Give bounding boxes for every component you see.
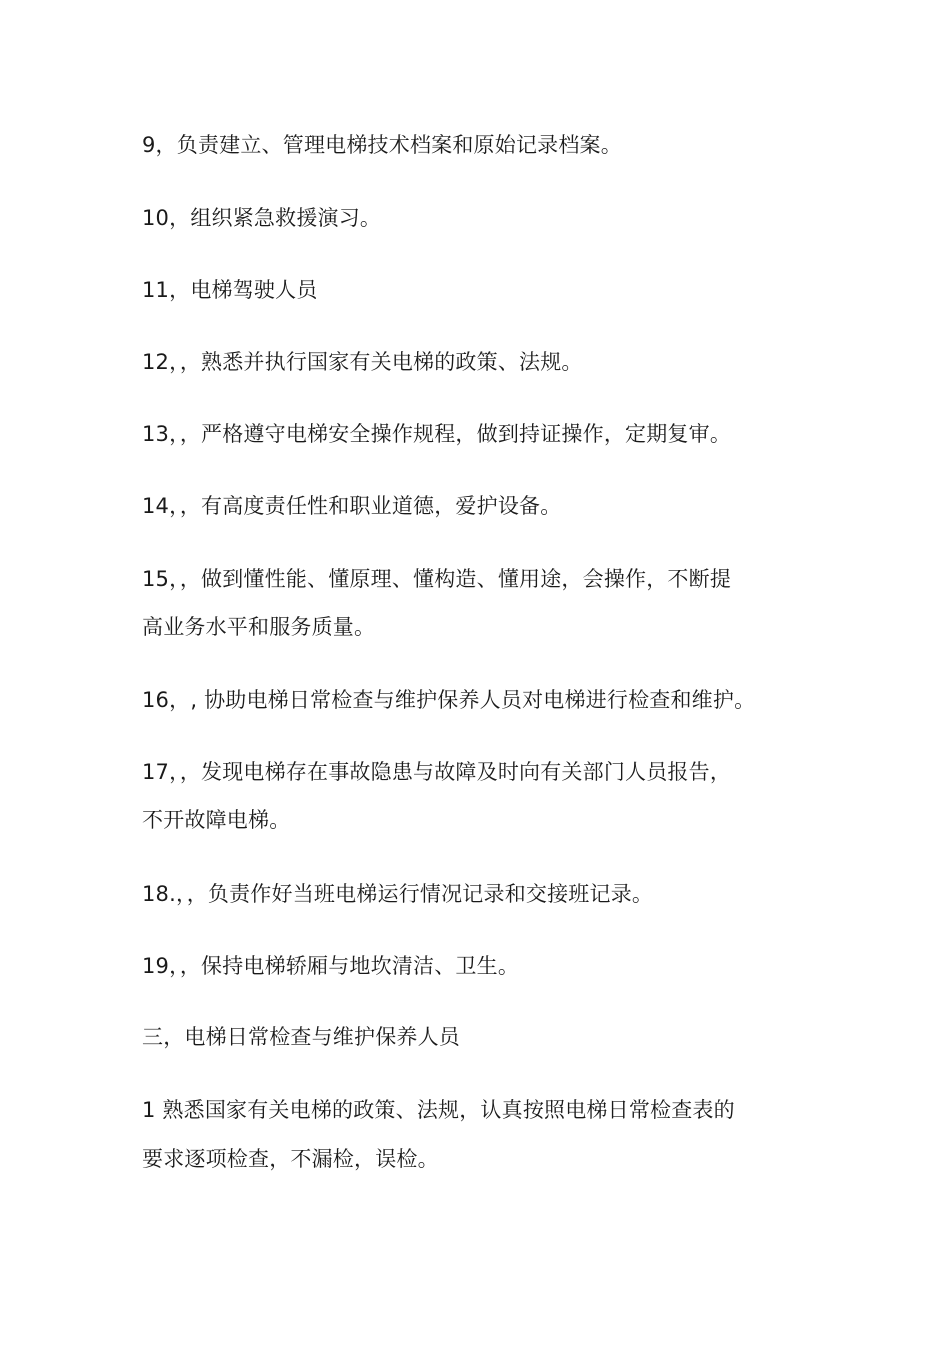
paragraph-line: 10，组织紧急救援演习。 (142, 206, 382, 230)
paragraph-line: 要求逐项检查，不漏检，误检。 (142, 1147, 439, 1171)
paragraph-line: 不开故障电梯。 (142, 808, 291, 832)
paragraph-line: 11，电梯驾驶人员 (142, 278, 318, 302)
paragraph-line: 13，，严格遵守电梯安全操作规程，做到持证操作，定期复审。 (142, 422, 732, 446)
paragraph-line: 16，, 协助电梯日常检查与维护保养人员对电梯进行检查和维护。 (142, 688, 756, 712)
paragraph-line: 9，负责建立、管理电梯技术档案和原始记录档案。 (142, 133, 622, 157)
paragraph-line: 17，，发现电梯存在事故隐患与故障及时向有关部门人员报告， (142, 760, 732, 784)
paragraph-line: 15，，做到懂性能、懂原理、懂构造、懂用途，会操作，不断提 (142, 567, 732, 591)
paragraph-line: 12，，熟悉并执行国家有关电梯的政策、法规。 (142, 350, 583, 374)
paragraph-line: 高业务水平和服务质量。 (142, 615, 376, 639)
paragraph-line: 1 熟悉国家有关电梯的政策、法规，认真按照电梯日常检查表的 (142, 1098, 735, 1122)
paragraph-line: 14，，有高度责任性和职业道德，爱护设备。 (142, 494, 562, 518)
paragraph-line: 19，，保持电梯轿厢与地坎清洁、卫生。 (142, 954, 520, 978)
section-heading: 三，电梯日常检查与维护保养人员 (142, 1025, 460, 1049)
paragraph-line: 18.，，负责作好当班电梯运行情况记录和交接班记录。 (142, 882, 654, 906)
